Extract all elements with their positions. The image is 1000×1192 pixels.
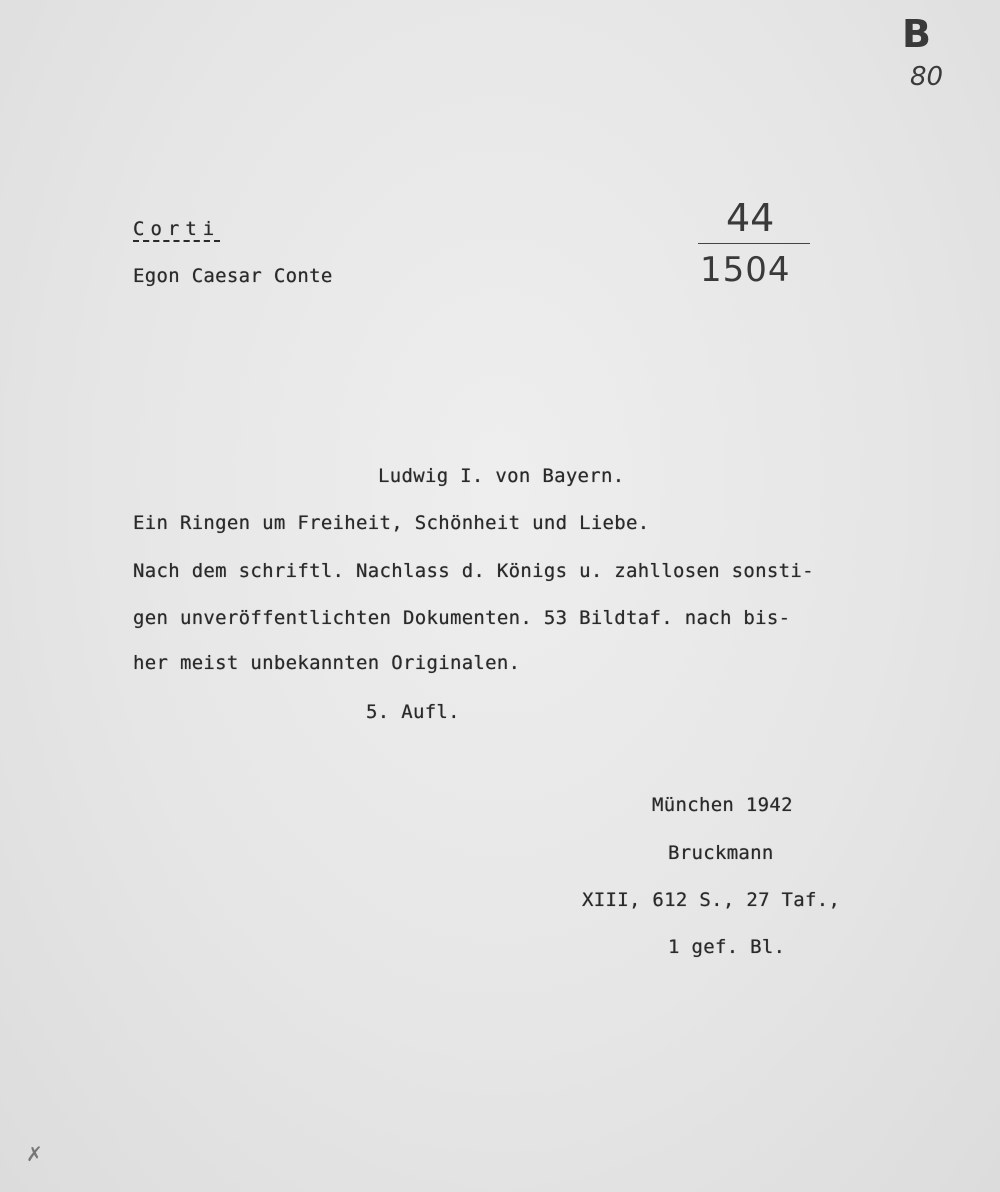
margin-mark: ✗ [26, 1142, 43, 1166]
title-line-1: Ludwig I. von Bayern. [378, 465, 625, 487]
imprint-publisher: Bruckmann [668, 842, 774, 864]
imprint-place-year: München 1942 [652, 794, 793, 816]
author-given-names: Egon Caesar Conte [133, 265, 333, 287]
corner-letter: B [902, 12, 931, 56]
title-line-5: her meist unbekannten Originalen. [133, 652, 521, 674]
title-line-4: gen unveröffentlichten Dokumenten. 53 Bildtaf. nach bis- [133, 607, 791, 629]
imprint-extra: 1 gef. Bl. [668, 936, 786, 958]
edition-statement: 5. Aufl. [366, 701, 460, 723]
corner-number: 80 [910, 62, 944, 92]
author-surname: Corti [133, 218, 221, 240]
shelfmark-top: 44 [726, 196, 775, 240]
imprint-extent: XIII, 612 S., 27 Taf., [582, 889, 841, 911]
title-line-3: Nach dem schriftl. Nachlass d. Königs u. zahllosen sonsti- [133, 560, 814, 582]
shelfmark-divider [698, 243, 810, 244]
shelfmark-bottom: 1504 [700, 250, 791, 290]
title-line-2: Ein Ringen um Freiheit, Schönheit und Liebe. [133, 512, 650, 534]
